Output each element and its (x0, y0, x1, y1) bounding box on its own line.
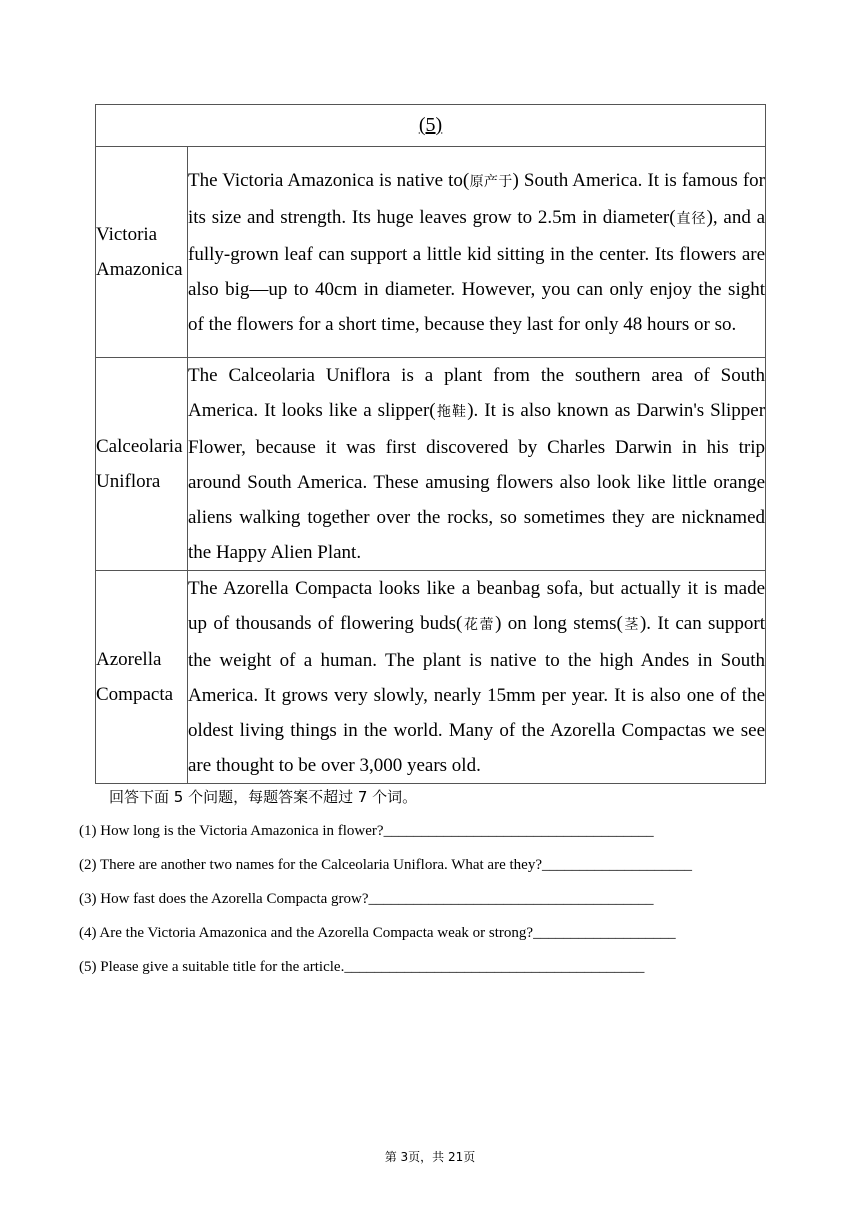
page-footer: 第 3页，共 21页 (384, 1150, 476, 1164)
plant-name-cell (96, 571, 188, 784)
question-text: (2) There are another two names for the Calceolaria Uniflora. What are they? (79, 857, 542, 873)
plant-name: Calceolaria Uniflora (96, 436, 183, 492)
chinese-gloss: 原产于 (469, 173, 513, 190)
plant-description-cell (188, 147, 766, 358)
chinese-gloss: 直径 (675, 210, 707, 227)
description-text: ). It is also known as Darwin's Slipper Flower, because it was first discovered by Charles Darwin in his trip around South America. These amusing flowers also look like little orange aliens walking together over the rocks, so sometimes they are nicknamed the Happy Alien Plant. (188, 400, 766, 563)
question-item (79, 850, 779, 884)
description-text: ), and a fully-grown leaf can support a little kid sitting in the center. Its flowers are also big—up to 40cm in diameter. However, you can only enjoy the sight of the flowers for a short time, because they last for only 48 hours or so. (188, 206, 766, 335)
blank-5-label: (5) (418, 114, 443, 136)
instructions: 回答下面 5 个问题，每题答案不超过 7 个词。 (109, 788, 418, 806)
plant-name: Victoria Amazonica (96, 224, 183, 280)
table-row (96, 147, 766, 358)
table-header-cell (96, 105, 766, 147)
answer-blank[interactable]: ______________________________________ (368, 891, 654, 907)
plant-description-cell (188, 358, 766, 571)
question-list (79, 816, 779, 986)
question-text: (3) How fast does the Azorella Compacta grow? (79, 891, 369, 907)
table-row (96, 571, 766, 784)
answer-blank[interactable]: ___________________ (533, 925, 676, 941)
plant-name-cell (96, 147, 188, 358)
question-item (79, 884, 779, 918)
question-text: (1) How long is the Victoria Amazonica in flower? (79, 823, 384, 839)
reading-table (95, 104, 766, 784)
plant-name: Azorella Compacta (96, 649, 174, 705)
description-text: ). It can support the weight of a human. The plant is native to the high Andes in South America. It grows very slowly, nearly 15mm per year. It is also one of the oldest living things in the world. Many of the Azorella Compactas we see are thought to be over 3,000 years old. (188, 613, 766, 776)
description-text: ) South America. It is famous for its size and strength. Its huge leaves grow to 2.5m in diameter( (188, 169, 765, 228)
plant-description-cell (188, 571, 766, 784)
description-text: The Azorella Compacta looks like a beanbag sofa, but actually it is made up of thousands of flowering buds( (188, 578, 766, 634)
chinese-gloss: 花蕾 (462, 617, 496, 633)
question-text: (5) Please give a suitable title for the article. (79, 959, 345, 975)
answer-blank[interactable]: ____________________ (541, 857, 692, 873)
question-item (79, 816, 779, 850)
answer-blank[interactable]: ________________________________________ (344, 959, 645, 975)
plant-description (188, 358, 765, 570)
table-row (96, 358, 766, 571)
description-text: The Victoria Amazonica is native to( (188, 169, 470, 191)
chinese-gloss: 拖鞋 (435, 404, 468, 420)
question-item (79, 918, 779, 952)
answer-blank[interactable]: ____________________________________ (383, 823, 654, 839)
table-header-row (96, 105, 766, 147)
question-item (79, 952, 779, 986)
plant-description (188, 163, 765, 342)
description-text: The Calceolaria Uniflora is a plant from the southern area of South America. It looks like a slipper( (188, 365, 766, 421)
description-text: ) on long stems( (495, 613, 623, 634)
chinese-gloss: 茎 (622, 617, 640, 633)
plant-name-cell (96, 358, 188, 571)
question-text: (4) Are the Victoria Amazonica and the Azorella Compacta weak or strong? (79, 925, 534, 941)
plant-description (188, 571, 765, 783)
